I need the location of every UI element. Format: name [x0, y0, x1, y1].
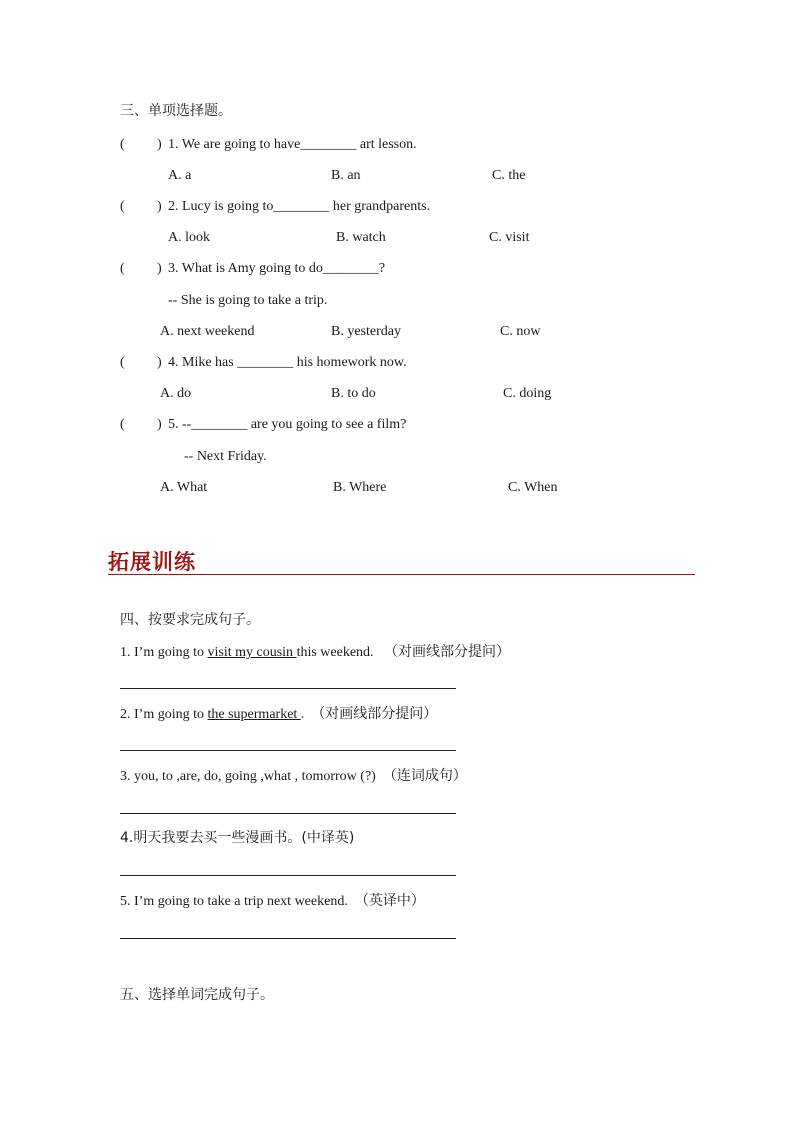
sentence-text-end: this weekend.	[296, 645, 374, 660]
sentence-text: 3. you, to ,are, do, going ,what , tomorrow (?)	[120, 769, 376, 784]
sentence-item-5	[120, 892, 425, 911]
answer-blank-line[interactable]	[120, 688, 456, 689]
instruction-text: （对画线部分提问）	[311, 706, 438, 722]
answer-blank-line[interactable]	[120, 875, 456, 876]
option-c: C. doing	[503, 386, 552, 401]
section-divider	[108, 574, 695, 575]
option-b: B. an	[331, 168, 361, 183]
answer-paren-close: )	[157, 261, 162, 276]
sentence-text: 1. I’m going to	[120, 645, 208, 660]
section3-heading: 三、单项选择题。	[120, 103, 232, 119]
question-text: 4. Mike has ________ his homework now.	[168, 355, 407, 370]
underlined-phrase: the supermarket	[207, 707, 301, 722]
option-b: B. watch	[336, 230, 386, 245]
instruction-text: （英译中）	[354, 893, 425, 909]
question-answer: -- She is going to take a trip.	[168, 293, 328, 308]
answer-paren-close: )	[157, 199, 162, 214]
option-a: A. do	[160, 386, 192, 401]
sentence-text: 2. I’m going to	[120, 707, 208, 722]
answer-paren-open: (	[120, 261, 125, 276]
extension-section-title: 拓展训练	[108, 550, 196, 574]
answer-blank-line[interactable]	[120, 813, 456, 814]
answer-paren-close: )	[157, 355, 162, 370]
answer-paren-open: (	[120, 137, 125, 152]
answer-paren-close: )	[157, 137, 162, 152]
instruction-text: （对画线部分提问）	[384, 644, 511, 660]
question-text: 2. Lucy is going to________ her grandparents.	[168, 199, 431, 214]
question-text: 1. We are going to have________ art lesson.	[168, 137, 417, 152]
option-a: A. What	[160, 480, 208, 495]
answer-paren-open: (	[120, 199, 125, 214]
option-a: A. a	[168, 168, 192, 183]
answer-paren-open: (	[120, 417, 125, 432]
option-a: A. next weekend	[160, 324, 255, 339]
question-text: 3. What is Amy going to do________?	[168, 261, 386, 276]
section5-heading: 五、选择单词完成句子。	[120, 987, 274, 1003]
sentence-item-2	[120, 705, 437, 724]
answer-blank-line[interactable]	[120, 750, 456, 751]
option-b: B. yesterday	[331, 324, 401, 339]
option-c: C. the	[492, 168, 526, 183]
sentence-text-end: .	[300, 707, 305, 722]
option-c: C. now	[500, 324, 541, 339]
option-b: B. Where	[333, 480, 387, 495]
option-c: C. When	[508, 480, 558, 495]
option-a: A. look	[168, 230, 210, 245]
sentence-item-1	[120, 643, 510, 662]
option-c: C. visit	[489, 230, 530, 245]
section4-heading: 四、按要求完成句子。	[120, 612, 260, 628]
option-b: B. to do	[331, 386, 376, 401]
sentence-text: 4.明天我要去买一些漫画书。(中译英)	[120, 830, 355, 846]
sentence-text: 5. I’m going to take a trip next weekend.	[120, 894, 348, 909]
instruction-text: （连词成句）	[382, 768, 467, 784]
answer-blank-line[interactable]	[120, 938, 456, 939]
question-text: 5. --________ are you going to see a film?	[168, 417, 407, 432]
underlined-phrase: visit my cousin	[207, 645, 297, 660]
sentence-item-3	[120, 767, 467, 786]
answer-paren-close: )	[157, 417, 162, 432]
question-answer: -- Next Friday.	[184, 449, 267, 464]
answer-paren-open: (	[120, 355, 125, 370]
sentence-item-4	[120, 829, 354, 847]
